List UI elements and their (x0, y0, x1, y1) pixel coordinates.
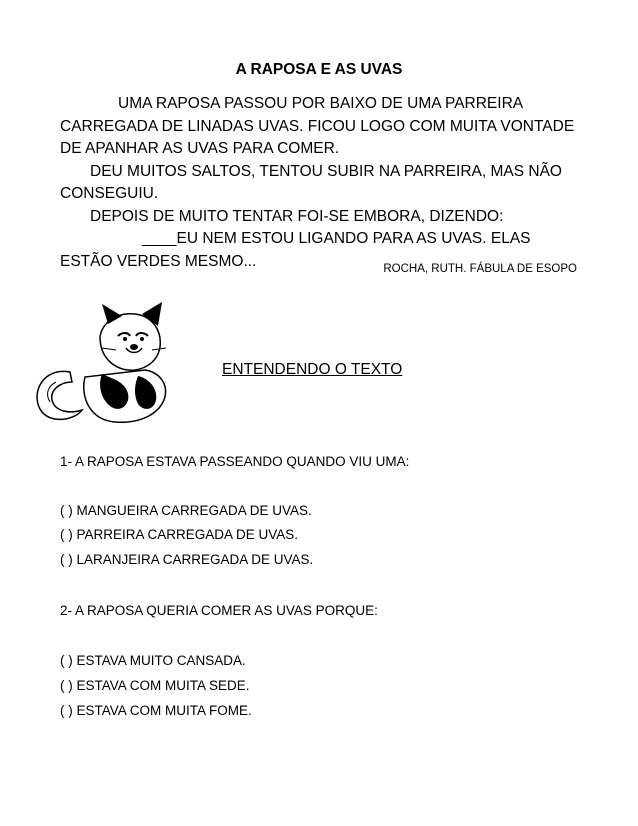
question-2-option-1: ( ) ESTAVA MUITO CANSADA. (60, 653, 246, 668)
question-2-option-3: ( ) ESTAVA COM MUITA FOME. (60, 703, 252, 718)
question-2-option-2: ( ) ESTAVA COM MUITA SEDE. (60, 678, 250, 693)
question-1-option-1: ( ) MANGUEIRA CARREGADA DE UVAS. (60, 503, 312, 518)
question-1-option-3: ( ) LARANJEIRA CARREGADA DE UVAS. (60, 552, 314, 567)
question-1: 1- A RAPOSA ESTAVA PASSEANDO QUANDO VIU UMA: (60, 454, 410, 469)
story-paragraph-4: ____EU NEM ESTOU LIGANDO PARA AS UVAS. ELAS ESTÃO VERDES MESMO... (60, 230, 531, 270)
story-paragraph-1: UMA RAPOSA PASSOU POR BAIXO DE UMA PARREIRA CARREGADA DE LINADAS UVAS. FICOU LOGO COM MUITA VONTADE DE APANHAR AS UVAS PARA COMER. (60, 95, 575, 157)
fox-icon (30, 302, 195, 427)
page-title: A RAPOSA E AS UVAS (235, 61, 403, 78)
source-citation: ROCHA, RUTH. FÁBULA DE ESOPO (383, 263, 577, 275)
fable-text (60, 93, 578, 273)
story-paragraph-2: DEU MUITOS SALTOS, TENTOU SUBIR NA PARREIRA, MAS NÃO CONSEGUIU. (60, 162, 562, 202)
question-2: 2- A RAPOSA QUERIA COMER AS UVAS PORQUE: (60, 603, 378, 618)
story-paragraph-3: DEPOIS DE MUITO TENTAR FOI-SE EMBORA, DIZENDO: (90, 207, 504, 225)
section-subtitle: ENTENDENDO O TEXTO (222, 361, 403, 378)
question-1-option-2: ( ) PARREIRA CARREGADA DE UVAS. (60, 527, 299, 542)
